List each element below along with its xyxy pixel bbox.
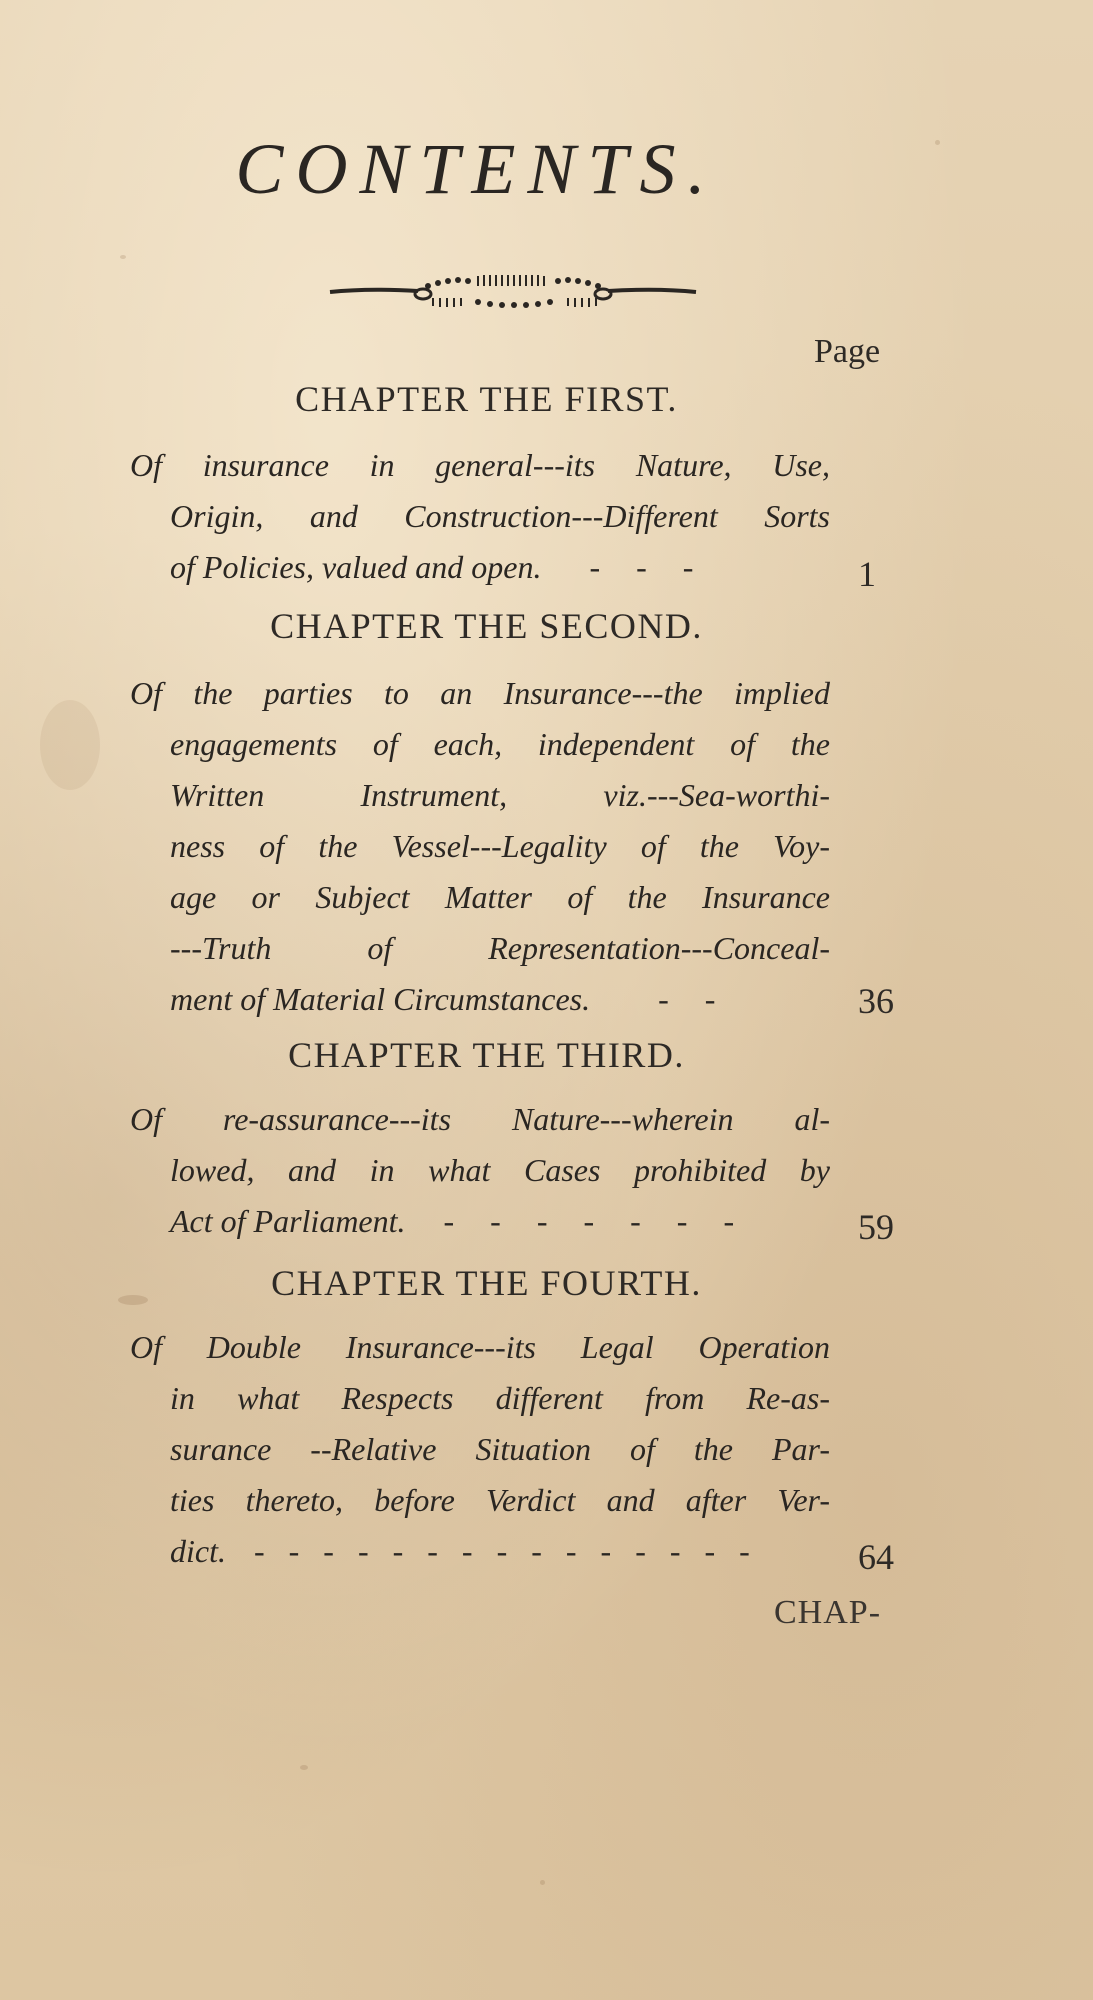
chapter-heading: CHAPTER THE SECOND. bbox=[270, 606, 703, 646]
page-number: 1 bbox=[858, 554, 876, 594]
description-line: lowed, and in what Cases prohibited by bbox=[170, 1152, 830, 1188]
description-text: Act of Parliament. bbox=[170, 1203, 406, 1239]
description-line: engagements of each, independent of the bbox=[170, 726, 830, 762]
description-line: ---Truth of Representation---Conceal- bbox=[170, 930, 830, 966]
ornament-divider-icon bbox=[328, 272, 698, 312]
description-line: surance --Relative Situation of the Par- bbox=[170, 1431, 830, 1467]
chapter-description bbox=[130, 1094, 830, 1247]
description-line bbox=[130, 542, 830, 593]
stain-spot bbox=[540, 1880, 545, 1885]
page-number: 59 bbox=[858, 1207, 894, 1247]
description-line: age or Subject Matter of the Insurance bbox=[170, 879, 830, 915]
description-line bbox=[130, 974, 830, 1025]
chapter-heading: CHAPTER THE FIRST. bbox=[295, 379, 678, 419]
description-line: Of re-assurance---its Nature---wherein al- bbox=[130, 1101, 830, 1137]
chapter-description bbox=[130, 1322, 830, 1577]
description-line bbox=[130, 1196, 830, 1247]
description-line: Origin, and Construction---Different Sorts bbox=[170, 498, 830, 534]
dot-leader: - - bbox=[658, 981, 730, 1017]
chapter-description bbox=[130, 668, 830, 1025]
chapter-description bbox=[130, 440, 830, 593]
stain-spot bbox=[40, 700, 100, 790]
page-number: 36 bbox=[858, 981, 894, 1021]
description-text: ment of Material Circumstances. bbox=[170, 981, 591, 1017]
description-line: Of Double Insurance---its Legal Operation bbox=[130, 1329, 830, 1365]
description-line: in what Respects different from Re-as- bbox=[170, 1380, 830, 1416]
description-line: Of the parties to an Insurance---the implied bbox=[130, 675, 830, 711]
dot-leader: - - - - - - - bbox=[443, 1203, 749, 1239]
description-line: Written Instrument, viz.---Sea-worthi- bbox=[170, 777, 830, 813]
page-title: CONTENTS. bbox=[235, 129, 718, 209]
description-text: of Policies, valued and open. bbox=[170, 549, 542, 585]
description-line: ties thereto, before Verdict and after Ver- bbox=[170, 1482, 830, 1518]
page-number: 64 bbox=[858, 1537, 894, 1577]
dot-leader: - - - - - - - - - - - - - - - bbox=[253, 1533, 758, 1569]
stain-spot bbox=[300, 1765, 308, 1770]
chapter-heading: CHAPTER THE FOURTH. bbox=[271, 1263, 702, 1303]
page-column-label: Page bbox=[814, 333, 881, 370]
dot-leader: - - - bbox=[589, 549, 708, 585]
stain-spot bbox=[120, 255, 126, 259]
description-line: ness of the Vessel---Legality of the Voy- bbox=[170, 828, 830, 864]
chapter-heading: CHAPTER THE THIRD. bbox=[288, 1035, 685, 1075]
catchword: CHAP- bbox=[774, 1594, 882, 1631]
description-line bbox=[130, 1526, 830, 1577]
description-line: Of insurance in general---its Nature, Use, bbox=[130, 447, 830, 483]
description-text: dict. bbox=[170, 1533, 226, 1569]
